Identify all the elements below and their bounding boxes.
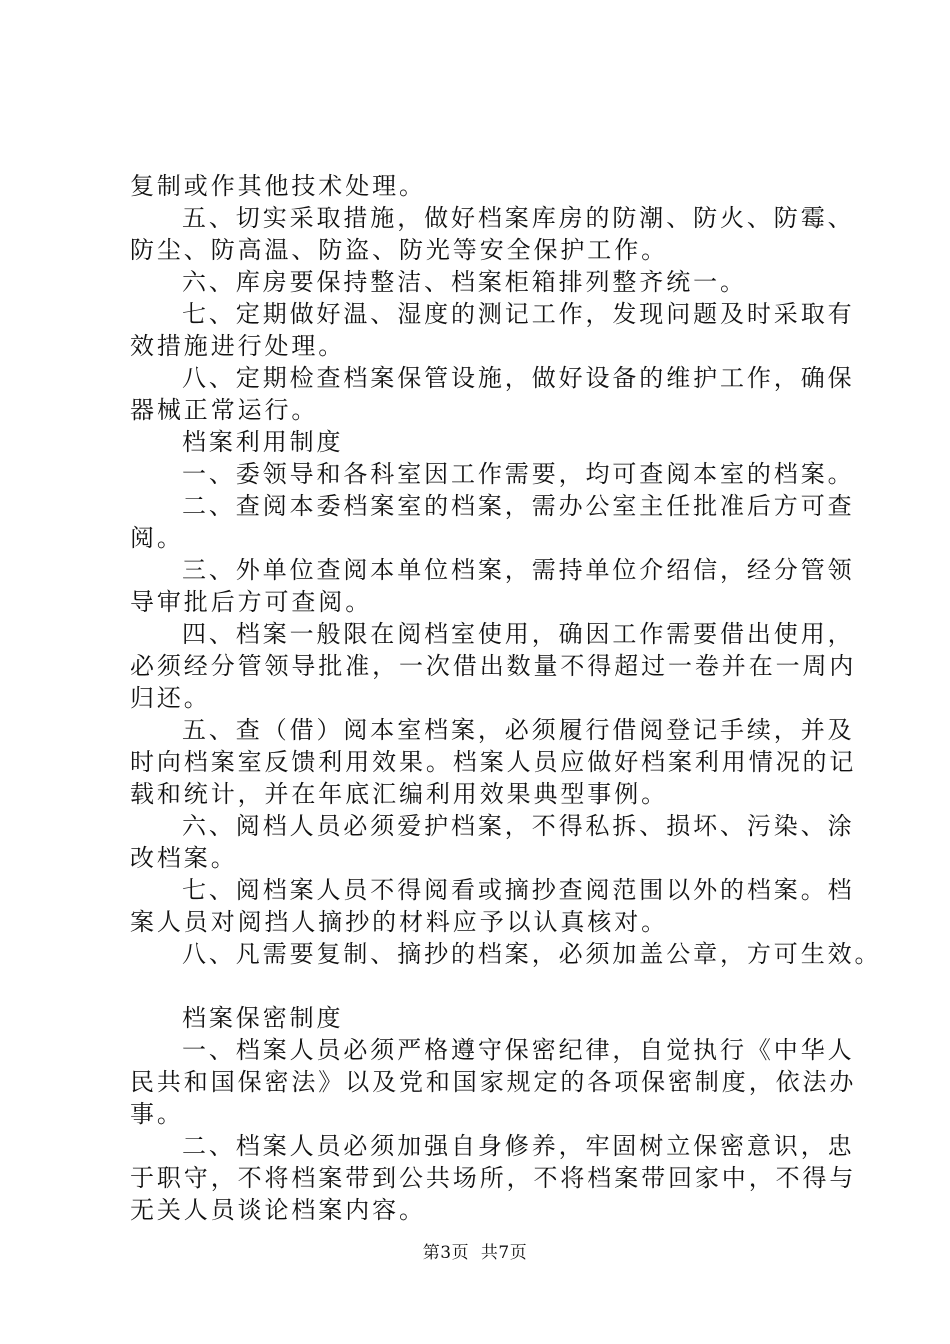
page-footer: 第3页 共7页 <box>422 1243 528 1263</box>
text-line: 五、查（借）阅本室档案，必须履行借阅登记手续，并及 <box>182 716 855 744</box>
text-line: 无关人员谈论档案内容。 <box>130 1196 426 1224</box>
text-line: 五、切实采取措施，做好档案库房的防潮、防火、防霉、 <box>182 204 855 232</box>
text-line: 档案利用制度 <box>182 428 344 456</box>
text-line: 八、定期检查档案保管设施，做好设备的维护工作，确保 <box>182 364 855 392</box>
text-line: 防尘、防高温、防盗、防光等安全保护工作。 <box>130 236 668 264</box>
document-body <box>130 170 882 1226</box>
text-line: 改档案。 <box>130 844 238 872</box>
text-line: 时向档案室反馈利用效果。档案人员应做好档案利用情况的记 <box>130 748 857 776</box>
text-line: 器械正常运行。 <box>130 396 319 424</box>
text-line: 案人员对阅挡人摘抄的材料应予以认真核对。 <box>130 908 668 936</box>
text-line: 民共和国保密法》以及党和国家规定的各项保密制度，依法办 <box>130 1068 857 1096</box>
text-line: 一、委领导和各科室因工作需要，均可查阅本室的档案。 <box>182 460 855 488</box>
text-line: 四、档案一般限在阅档室使用，确因工作需要借出使用， <box>182 620 855 648</box>
text-line: 一、档案人员必须严格遵守保密纪律，自觉执行《中华人 <box>182 1036 855 1064</box>
text-line: 阅。 <box>130 524 184 552</box>
text-line: 事。 <box>130 1100 184 1128</box>
text-line: 六、阅档人员必须爱护档案，不得私拆、损坏、污染、涂 <box>182 812 855 840</box>
text-line: 于职守，不将档案带到公共场所，不将档案带回家中，不得与 <box>130 1164 857 1192</box>
text-line: 七、阅档案人员不得阅看或摘抄查阅范围以外的档案。档 <box>182 876 855 904</box>
text-line: 必须经分管领导批准，一次借出数量不得超过一卷并在一周内 <box>130 652 857 680</box>
text-line: 导审批后方可查阅。 <box>130 588 373 616</box>
text-line: 二、查阅本委档案室的档案，需办公室主任批准后方可查 <box>182 492 855 520</box>
text-line: 效措施进行处理。 <box>130 332 346 360</box>
text-line: 档案保密制度 <box>182 1004 344 1032</box>
text-line: 归还。 <box>130 684 211 712</box>
text-line: 载和统计，并在年底汇编利用效果典型事例。 <box>130 780 668 808</box>
text-line: 三、外单位查阅本单位档案，需持单位介绍信，经分管领 <box>182 556 855 584</box>
text-line: 二、档案人员必须加强自身修养，牢固树立保密意识，忠 <box>182 1132 855 1160</box>
text-line: 复制或作其他技术处理。 <box>130 172 426 200</box>
text-line: 六、库房要保持整洁、档案柜箱排列整齐统一。 <box>182 268 747 296</box>
text-line: 八、凡需要复制、摘抄的档案，必须加盖公章，方可生效。 <box>182 940 882 968</box>
blank-line <box>130 970 850 1002</box>
text-line: 七、定期做好温、湿度的测记工作，发现问题及时采取有 <box>182 300 855 328</box>
